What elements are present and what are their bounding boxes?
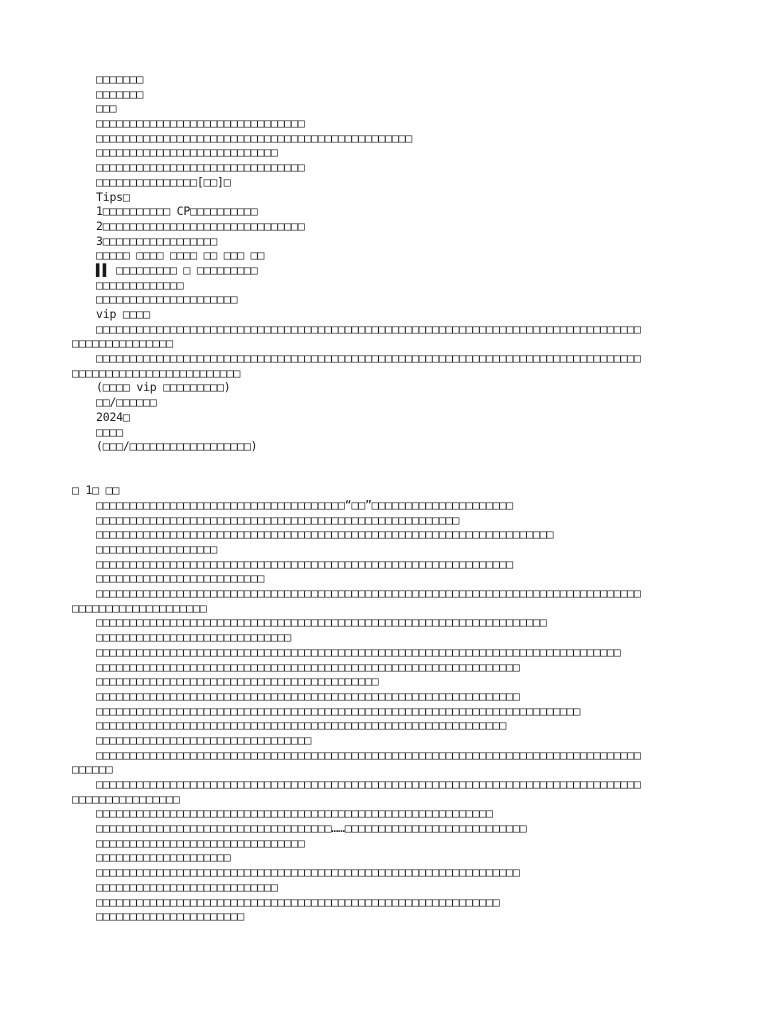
text-line: □□□□□□□□□□□□□□□	[72, 336, 173, 351]
text-line: □□□□□□□□□□□□□□□□□□□□□□□□□□□□□	[96, 630, 291, 645]
text-line: □□□□□□□□□□□□□□□□□□□□□□□□□□□□□□□□□□□□□□□□□□□□□□□□□□□□□□□□□□□□□□□□□□□□	[96, 527, 554, 542]
text-line: □□□□□□□□□□□□□□□□□□□□□□□□□□□□□□□□□□□……□□□□□□□□□□□□□□□□□□□□□□□□□□□	[96, 821, 527, 836]
text-line: □□□□□□□□□□□□□□□□□□□□□□□□□□□□□□□□□□□□□□□□□□□□□□□□□□□□□□□□□□□□□□□□□□□□□□□□□□□□□□	[96, 644, 621, 659]
text-line: □□□□□□□□□□□□□□□□□□□□□□□□□□□□□□□□□□□□□□□□□□□□□□□□□□□□□□□□□□□□□□□□□□□□□□□□	[96, 703, 581, 718]
text-line: □□□□□□□□□□□□□□□□□□□□□□□□□□□□□□□	[96, 116, 305, 131]
text-line: □□□□□□□□□□□□□□□□□□□□□□□□□□□	[96, 145, 278, 160]
text-line: □□□□□□□□□□□□□□□□□□□□□□□□□□□□□□□□□□□□□□□□□□□□□□□□□□□□□□□□□□□	[96, 806, 493, 821]
text-line: □□□□□□□□□□□□□	[96, 277, 184, 292]
text-line: □□□□□□□□□□□□□□□□	[72, 791, 180, 806]
text-line: vip □□□□	[96, 307, 150, 321]
text-line: □□□□	[96, 424, 123, 439]
text-line: □□□□□□□□□□□□□□□□□□□□□□□□□□□□□□□□□□□□□□□□□□□□□□□□□□□□□□□□□□□□□□□	[96, 659, 520, 674]
text-line: □□□□□□□□□□□□□□□□□□□□□□□□□□□□□□□□□□□□□□□□□□□□□□□□□□□□□□□□□□□□□	[96, 718, 507, 733]
text-line: □□□□□□□□□□□□□□□□□□□□□□□□□□□□□□□□□□□□□□□□□□□□□□□□□□□□□□	[96, 512, 460, 527]
text-line: □□□	[96, 101, 117, 116]
text-line: (□□□□ vip □□□□□□□□□)	[96, 380, 231, 395]
text-line: □□□□□□□□□□□□□□□□□□□□□□□□□□□□□□□□□□□□□□□□□□□□□□□□□□□□□□□□□□□□□□□□□□□□□□□□□□□□□□□□□	[96, 351, 641, 366]
text-line: □□□□□□□□□□□□□□□□□□□□□□□□□□□□□□□□□□□□□□□□□□□□□□□□□□□□□□□□□□□□□□	[96, 556, 513, 571]
text-line: □□□□□ □□□□ □□□□ □□ □□□ □□	[96, 248, 265, 263]
text-line: Tips□	[96, 189, 130, 204]
text-line: □□□□□□□	[96, 86, 144, 101]
text-line: □□□□□□□□□□□□□□□□□□□□□□□□□□□□□□□□□□□□□□□□□□□□□□□□□□□□□□□□□□□□□□□□□□□□□□□□□□□□□□□□□	[96, 777, 641, 792]
text-line: □□□□□□□□□□□□□□□□□□□□	[72, 600, 207, 615]
document-body	[72, 72, 696, 924]
text-line: □□□□□□□□□□□□□□□□□□□□□□□□□□□□□□□□□□□□□□□□□□	[96, 674, 379, 689]
text-line: □□□□□□□□□□□□□□□□□□□□□□□□□□□□□□□□□□□□□□□□□□□□□□□□□□□□□□□□□□□□□□□□□□□□□□□□□□□□□□□□□	[96, 586, 641, 601]
text-line: □□□□□□□□□□□□□□□□□□□□□□□□□	[96, 571, 265, 586]
text-line: □□□□□□□	[96, 72, 144, 86]
text-line: □□□□□□□□□□□□□□□□□□□□□□	[96, 909, 244, 924]
text-line: □□□□□□□□□□□□□□□□□□□□□□□□□□□□□□□□	[96, 732, 312, 747]
text-line: □□□□□□□□□□□□□□□□□□□□□□□□□□□□□□□□□□□□□□□□□□□□□□□□□□□□□□□□□□□□□□□□□□□	[96, 615, 547, 630]
text-line: □ 1□ □□	[72, 483, 120, 498]
text-line: □□□□□□□□□□□□□□□□□□□□□□□□□□□□□□□□□□□□□□□□□□□□□□□	[96, 130, 413, 145]
text-line: □□□□□□□□□□□□□□□□□□□□□□□□□□□□□□□□□□□□□□□□□□□□□□□□□□□□□□□□□□□□□□□	[96, 688, 520, 703]
text-line: □□□□□□□□□□□□□□□□□□□□□□□□□□□□□□□□□□□□□“□□”□□□□□□□□□□□□□□□□□□□□□	[96, 497, 513, 512]
text-line: 2□□□□□□□□□□□□□□□□□□□□□□□□□□□□□□	[96, 218, 305, 233]
text-line: □□□□□□□□□□□□□□□□□□□□□□□□□□□	[96, 879, 278, 894]
paragraph-gap	[72, 454, 696, 483]
text-line: ▌▌ □□□□□□□□□ □ □□□□□□□□□	[96, 262, 258, 277]
text-line: □□□□□□□□□□□□□□□□□□□□□□□□□□□□□□□□□□□□□□□□□□□□□□□□□□□□□□□□□□□□□□□□□□□□□□□□□□□□□□□□□	[96, 747, 641, 762]
text-line: □□□□□□	[72, 762, 113, 777]
text-line: □□□□□□□□□□□□□□□□□□□□□□□□□□□□□□□□□□□□□□□□□□□□□□□□□□□□□□□□□□□□□□□□□□□□□□□□□□□□□□□□□	[96, 321, 641, 336]
text-line: 3□□□□□□□□□□□□□□□□□	[96, 233, 218, 248]
text-line: □□□□□□□□□□□□□□□□□□□□	[96, 850, 231, 865]
text-line: □□□□□□□□□□□□□□□[□□]□	[96, 174, 231, 189]
text-line: 1□□□□□□□□□□ CP□□□□□□□□□□	[96, 204, 258, 219]
text-line: 2024□	[96, 409, 130, 424]
text-line: □□□□□□□□□□□□□□□□□□□□□	[96, 292, 238, 307]
text-line: □□□□□□□□□□□□□□□□□□□□□□□□□	[72, 365, 241, 380]
text-line: □□□□□□□□□□□□□□□□□□□□□□□□□□□□□□□□□□□□□□□□□□□□□□□□□□□□□□□□□□□□	[96, 894, 500, 909]
text-line: □□/□□□□□□	[96, 395, 157, 410]
text-line: □□□□□□□□□□□□□□□□□□□□□□□□□□□□□□□□□□□□□□□□□□□□□□□□□□□□□□□□□□□□□□□	[96, 865, 520, 880]
text-line: □□□□□□□□□□□□□□□□□□□□□□□□□□□□□□□	[96, 160, 305, 175]
text-line: □□□□□□□□□□□□□□□□□□□□□□□□□□□□□□□	[96, 835, 305, 850]
text-line: (□□□/□□□□□□□□□□□□□□□□□□)	[96, 439, 258, 454]
text-line: □□□□□□□□□□□□□□□□□□	[96, 542, 218, 557]
